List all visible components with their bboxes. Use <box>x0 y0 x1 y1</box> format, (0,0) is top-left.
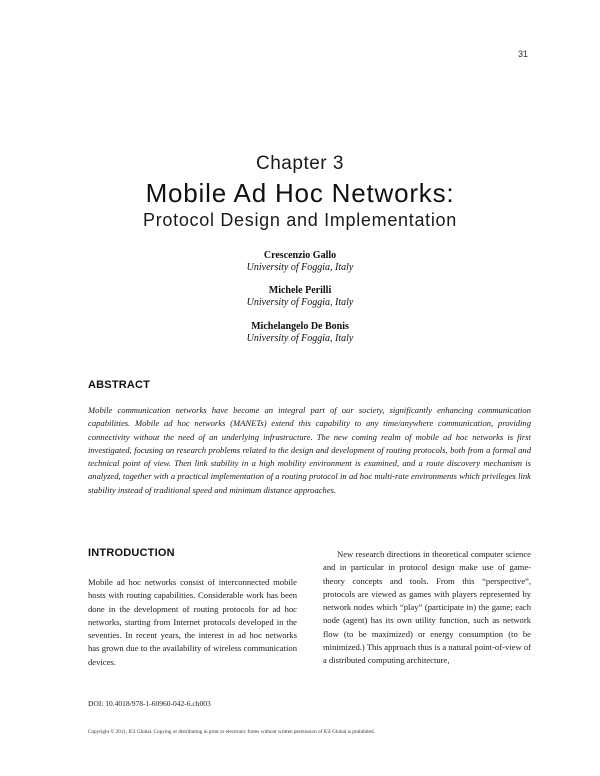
author-block <box>0 285 600 308</box>
abstract-heading: ABSTRACT <box>88 379 151 391</box>
author-name: Michelangelo De Bonis <box>251 321 349 332</box>
author-block <box>0 250 600 273</box>
chapter-subtitle: Protocol Design and Implementation <box>143 210 457 230</box>
author-name: Crescenzio Gallo <box>263 250 337 261</box>
chapter-label: Chapter 3 <box>256 153 344 174</box>
author-affiliation: University of Foggia, Italy <box>246 261 354 273</box>
introduction-paragraph: Mobile ad hoc networks consist of interconnected mobile hosts with routing capabilities. Considerable work has been done in the development of routing protocols for ad hoc networks, starting from Internet protocols developed in the seventies. In recent years, the interest in ad hoc networks has grown due to the availability of wireless communication devices. <box>88 577 297 667</box>
doi: DOI: 10.4018/978-1-60960-042-6.ch003 <box>88 699 211 708</box>
introduction-left-column <box>88 576 297 669</box>
page-number: 31 <box>517 49 528 59</box>
author-block <box>0 321 600 344</box>
author-affiliation: University of Foggia, Italy <box>246 332 354 344</box>
chapter-title: Mobile Ad Hoc Networks: <box>145 178 455 208</box>
author-affiliation: University of Foggia, Italy <box>246 296 354 308</box>
introduction-heading: INTRODUCTION <box>88 547 175 559</box>
copyright-notice: Copyright © 2011, IGI Global. Copying or distributing in print or electronic forms without written permission of IGI Global is prohibited. <box>88 729 375 735</box>
author-name: Michele Perilli <box>268 285 332 296</box>
abstract-text: Mobile communication networks have become an integral part of our society, significantly enhancing communication capabilities. Mobile ad hoc networks (MANETs) extend this capability to any time/anywhere communication, providing connectivity without the need of an underlying infrastructure. The new coming realm of mobile ad hoc networks is first investigated, focusing on research problems related to the design and development of routing protocols, both from a formal and technical point of view. Then link stability in a high mobility environment is examined, and a route discovery mechanism is analyzed, together with a practical implementation of a routing protocol in ad hoc multi-rate environments which privileges link stability instead of traditional speed and minimum distance approaches. <box>88 405 531 495</box>
introduction-paragraph: New research directions in theoretical computer science and in particular in protocol design make use of game-theory concepts and tools. From this “perspective”, protocols are viewed as games with players represented by network nodes which “play” (participate in) the game; each node (agent) has its own utility function, such as network flow (to be maximized) or energy consumption (to be minimized.) This approach thus is a natural point-of-view of a distributed computing architecture, <box>323 549 531 666</box>
introduction-right-column <box>323 548 531 668</box>
